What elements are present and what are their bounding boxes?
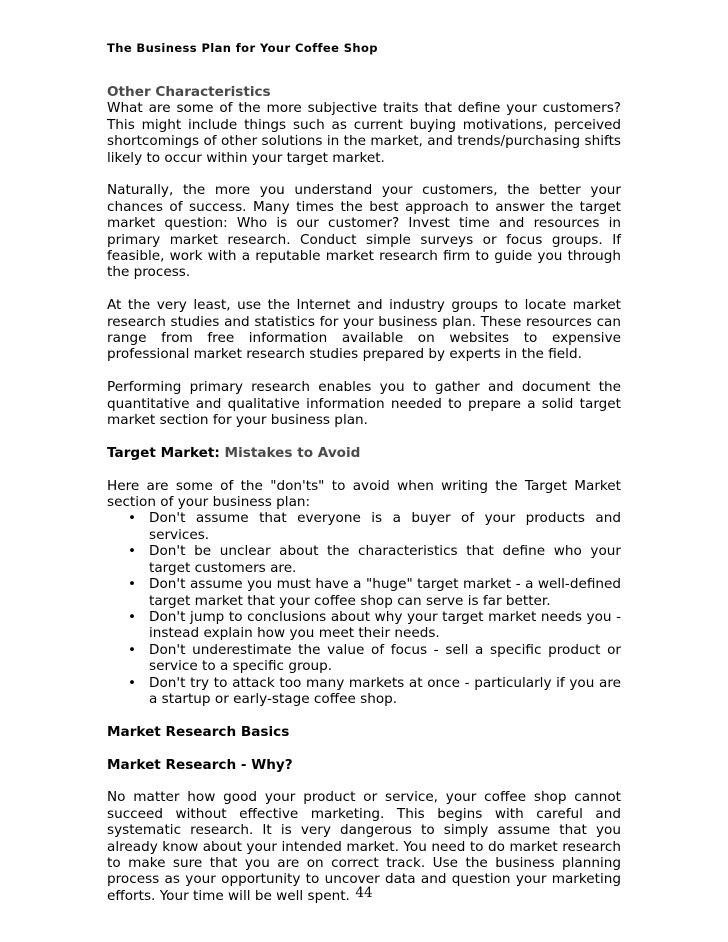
paragraph: Here are some of the "don'ts" to avoid when writing the Target Market section of your business plan:: [107, 477, 621, 511]
heading-prefix: Target Market:: [107, 444, 220, 461]
list-item: [107, 543, 621, 576]
bullet-icon: •: [128, 576, 137, 593]
section-heading-target-market: [107, 445, 621, 461]
bullet-icon: •: [128, 543, 137, 560]
list-item: [107, 576, 621, 609]
page-body: [107, 84, 621, 921]
page-number: 44: [355, 885, 373, 901]
document-header: The Business Plan for Your Coffee Shop: [107, 41, 378, 55]
list-item: [107, 642, 621, 675]
paragraph: At the very least, use the Internet and industry groups to locate market research studies and statistics for your business plan. These resources can range from free information available on websites to expensive professional market research studies prepared by experts in the field.: [107, 297, 621, 363]
bullet-icon: •: [128, 641, 137, 658]
heading-suffix: Mistakes to Avoid: [224, 444, 361, 461]
bullet-icon: •: [128, 510, 137, 527]
section-heading-market-research-basics: Market Research Basics: [107, 723, 290, 740]
list-item: [107, 675, 621, 708]
bullet-icon: •: [128, 608, 137, 625]
paragraph: Naturally, the more you understand your customers, the better your chances of success. Many times the best approach to answer the target market question: Who is our customer? Invest time and resources in primary market research. Conduct simple surveys or focus groups. If feasible, work with a reputable market research firm to guide you through the process.: [107, 182, 621, 281]
list-item-text: Don't assume that everyone is a buyer of your products and services.: [149, 510, 621, 543]
section-heading-market-research-why: Market Research - Why?: [107, 756, 293, 773]
list-item-text: Don't jump to conclusions about why your target market needs you - instead explain how you meet their needs.: [149, 608, 621, 642]
list-item-text: Don't underestimate the value of focus - sell a specific product or service to a specific group.: [149, 641, 621, 675]
paragraph: What are some of the more subjective traits that define your customers? This might include things such as current buying motivations, perceived shortcomings of other solutions in the market, and trends/purchasing shifts likely to occur within your target market.: [107, 100, 621, 166]
paragraph: No matter how good your product or service, your coffee shop cannot succeed without effective marketing. This begins with careful and systematic research. It is very dangerous to simply assume that you already know about your intended market. You need to do market research to make sure that you are on correct track. Use the business planning process as your opportunity to uncover data and question your marketing efforts. Your time will be well spent.: [107, 789, 621, 904]
list-item: [107, 510, 621, 543]
section-heading-other-characteristics: Other Characteristics: [107, 84, 271, 100]
paragraph: Performing primary research enables you to gather and document the quantitative and qualitative information needed to prepare a solid target market section for your business plan.: [107, 379, 621, 429]
list-item-text: Don't be unclear about the characteristics that define who your target customers are.: [149, 543, 621, 576]
list-item-text: Don't assume you must have a "huge" target market - a well-defined target market that your coffee shop can serve is far better.: [149, 576, 621, 609]
list-item: [107, 609, 621, 642]
bullet-icon: •: [128, 674, 137, 691]
list-item-text: Don't try to attack too many markets at once - particularly if you are a startup or early-stage coffee shop.: [149, 674, 621, 707]
donts-list: [107, 510, 621, 707]
